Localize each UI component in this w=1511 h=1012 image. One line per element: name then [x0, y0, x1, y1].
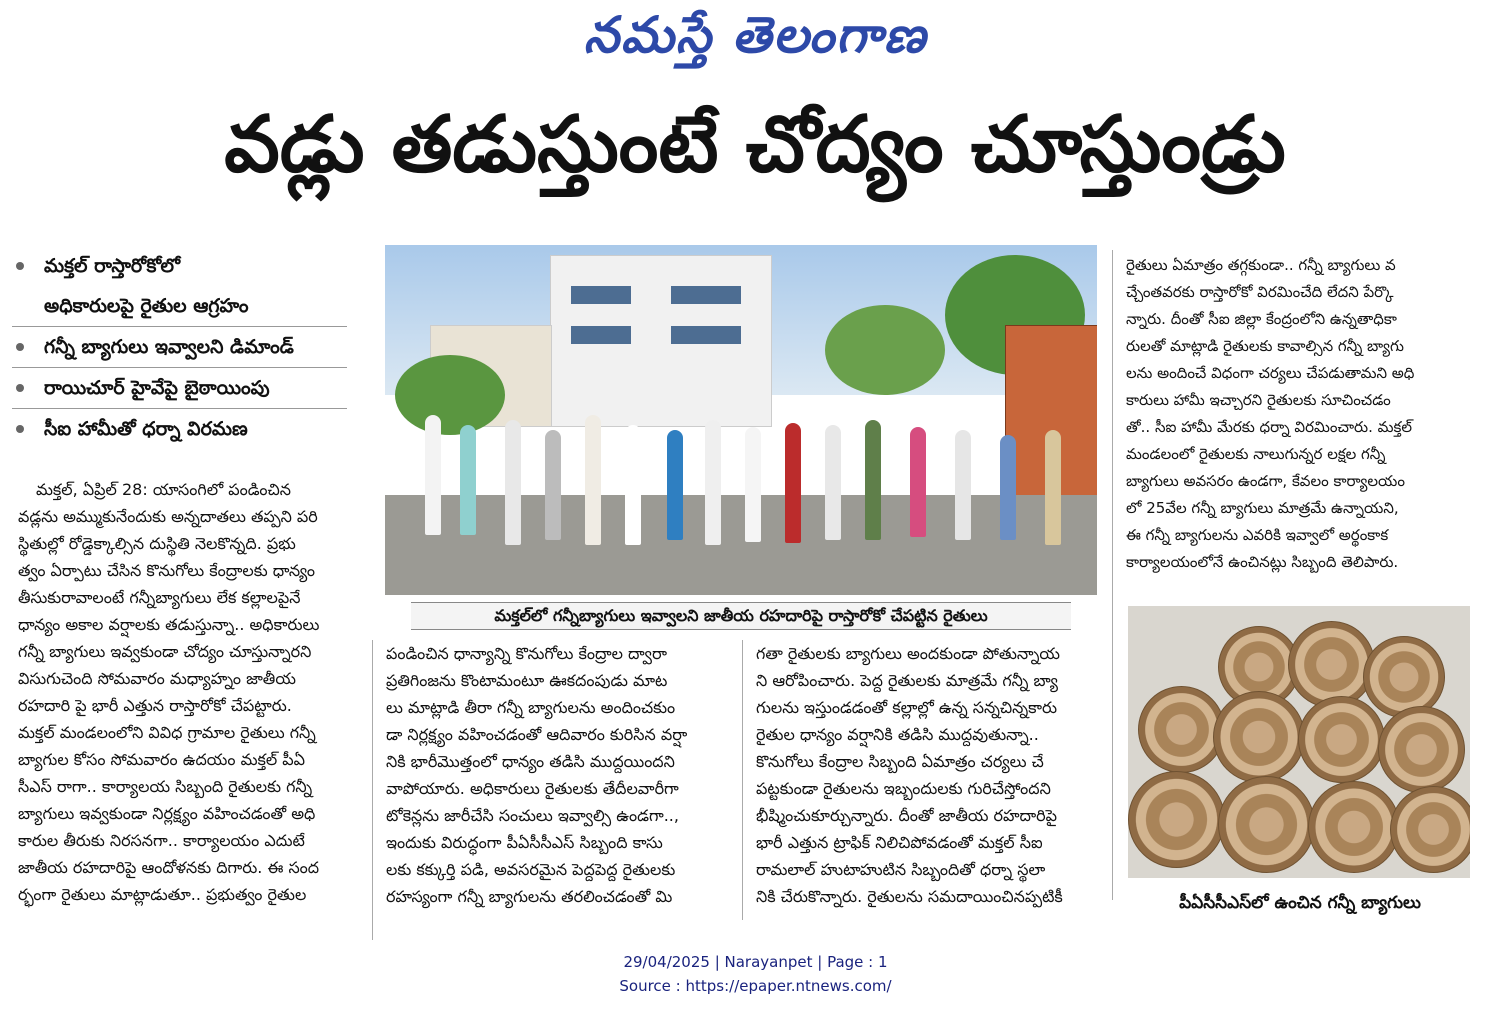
photo-window: [571, 286, 631, 304]
photo-gunny-bag: [1363, 636, 1445, 718]
article-column-2: [386, 640, 731, 910]
article-line: ఈ గన్నీ బ్యాగులను ఎవరికి ఇవ్వాలో అర్థంకాక: [1126, 526, 1389, 544]
article-line: ని ఆరోపించారు. పెద్ద రైతులకు మాత్రమే గన్నీ బ్యా: [756, 671, 1058, 690]
photo-road: [385, 495, 1097, 595]
article-line: గులను ఇస్తుండడంతో కల్లాల్లో ఉన్న సన్నచిన్నకారు: [756, 698, 1058, 717]
photo-person: [460, 425, 476, 535]
article-line: బ్యాగులు అవసరం ఉండగా, కేవలం కార్యాలయం: [1126, 472, 1405, 490]
article-column-1: [18, 476, 356, 908]
highlight-item: అధికారులపై రైతుల ఆగ్రహం: [12, 286, 347, 327]
photo-window: [571, 326, 631, 344]
article-line: లను అందించే విధంగా చర్యలు చేపడుతామని అధి: [1126, 364, 1415, 382]
article-column-4: [1126, 252, 1471, 576]
photo-person: [545, 430, 561, 540]
article-line: తో.. సీఐ హామీ మేరకు ధర్నా విరమించారు. మక్తల్: [1126, 418, 1412, 436]
bags-photo-caption: పీఏసీసీఎస్‌లో ఉంచిన గన్నీ బ్యాగులు: [1179, 893, 1421, 913]
article-line: భీష్మించుకూర్చున్నారు. దీంతో జాతీయ రహదారిపై: [756, 806, 1058, 825]
article-line: వాపోయారు. అధికారులు రైతులకు తేదీలవారీగా: [386, 779, 679, 798]
article-line: వడ్లను అమ్ముకునేందుకు అన్నదాతలు తప్పని పరి: [18, 507, 318, 526]
article-line: మక్తల్, ఏప్రిల్ 28: యాసంగిలో పండించిన: [36, 480, 291, 499]
article-line: చ్చేంతవరకు రాస్తారోకో విరమించేది లేదని పేర్కొ: [1126, 283, 1394, 301]
masthead-logo: నమస్తే తెలంగాణ: [583, 6, 928, 64]
article-line: బ్యాగులు ఇవ్వకుండా నిర్లక్ష్యం వహించడంతో అధి: [18, 804, 316, 823]
article-line: నికి చేరుకొన్నారు. రైతులను సమదాయించినప్పటికీ: [756, 887, 1063, 906]
article-line: ధాన్యం అకాల వర్షాలకు తడుస్తున్నా.. అధికారులు: [18, 615, 320, 634]
article-line: లకు కక్కుర్తి పడి, అవసరమైన పెద్దపెద్ద రైతులకు: [386, 860, 676, 879]
photo-person: [865, 420, 881, 540]
column-divider: [742, 640, 743, 920]
highlight-item: మక్తల్ రాస్తారోకోలో: [12, 246, 347, 286]
protest-photo: [385, 245, 1097, 595]
photo-person: [910, 427, 926, 537]
photo-person: [745, 427, 761, 542]
highlight-item: సీఐ హామీతో ధర్నా విరమణ: [12, 409, 347, 449]
article-line: రైతులు ఏమాత్రం తగ్గకుండా.. గన్నీ బ్యాగులు వ: [1126, 256, 1396, 274]
photo-window: [671, 326, 741, 344]
article-line: విసుగుచెంది సోమవారం మధ్యాహ్నం జాతీయ: [18, 669, 296, 688]
article-line: కారులు హామీ ఇచ్చారని రైతులకు సూచించడం: [1126, 391, 1391, 409]
bullet-icon: [16, 384, 24, 392]
photo-tree: [825, 305, 945, 395]
photo-gunny-bag: [1218, 776, 1315, 873]
photo-gunny-bag: [1128, 771, 1225, 868]
photo-window: [671, 286, 741, 304]
article-line: స్థితుల్లో రోడ్డెక్కాల్సిన దుస్థితి నెలకొన్నది. ప్రభు: [18, 534, 296, 553]
article-line: ర్భంగా రైతులు మాట్లాడుతూ.. ప్రభుత్వం రైతుల: [18, 885, 307, 904]
article-line: పండించిన ధాన్యాన్ని కొనుగోలు కేంద్రాల ద్వారా: [386, 644, 668, 663]
article-line: బ్యాగుల కోసం సోమవారం ఉదయం మక్తల్ పీఏ: [18, 750, 306, 769]
article-line: జాతీయ రహదారిపై ఆందోళనకు దిగారు. ఈ సంద: [18, 858, 320, 877]
photo-person: [1000, 435, 1016, 540]
article-line: త్వం ఏర్పాటు చేసిన కొనుగోలు కేంద్రాలకు ధాన్యం: [18, 561, 315, 580]
photo-gunny-bag: [1390, 786, 1470, 873]
article-line: మక్తల్ మండలంలోని వివిధ గ్రామాల రైతులు గన్నీ: [18, 723, 316, 742]
page-footer: [0, 950, 1511, 998]
photo-gunny-bag: [1213, 691, 1305, 783]
photo-person: [1045, 430, 1061, 545]
photo-gunny-bag: [1378, 706, 1465, 793]
photo-person: [667, 430, 683, 540]
article-line: రులతో మాట్లాడి రైతులకు కావాల్సిన గన్నీ బ్యాగు: [1126, 337, 1404, 355]
article-line: భారీ ఎత్తున ట్రాఫిక్ నిలిచిపోవడంతో మక్తల్ సీఐ: [756, 833, 1043, 852]
photo-gunny-bag: [1138, 686, 1225, 773]
photo-caption: మక్తల్‌లో గన్నీబ్యాగులు ఇవ్వాలని జాతీయ రహదారిపై రాస్తారోకో చేపట్టిన రైతులు: [411, 602, 1071, 630]
article-line: ఇందుకు విరుద్ధంగా పీఏసీసీఎస్ సిబ్బంది కాసు: [386, 833, 663, 852]
article-line: మండలంలో రైతులకు నాలుగున్నర లక్షల గన్నీ: [1126, 445, 1386, 463]
highlight-item: గన్నీ బ్యాగులు ఇవ్వాలని డిమాండ్: [12, 327, 347, 368]
article-line: గన్నీ బ్యాగులు ఇవ్వకుండా చోద్యం చూస్తున్నారని: [18, 642, 312, 661]
highlight-item: రాయిచూర్ హైవేపై బైఠాయింపు: [12, 368, 347, 409]
bullet-icon: [16, 343, 24, 351]
article-line: తీసుకురావాలంటే గన్నీబ్యాగులు లేక కల్లాలపైనే: [18, 588, 301, 607]
photo-person: [785, 423, 801, 543]
photo-tree: [395, 355, 505, 435]
footer-source-line: Source : https://epaper.ntnews.com/: [619, 977, 892, 995]
article-line: లో 25వేల గన్నీ బ్యాగులు మాత్రమే ఉన్నాయని,: [1126, 499, 1399, 517]
bullet-icon: [16, 262, 24, 270]
article-line: సీఎస్ రాగా.. కార్యాలయ సిబ్బంది రైతులకు గన్నీ: [18, 777, 313, 796]
article-line: రహస్యంగా గన్నీ బ్యాగులను తరలించడంతో మి: [386, 887, 673, 906]
column-divider: [372, 640, 373, 940]
article-line: రైతుల ధాన్యం వర్షానికి తడిసి ముద్దవుతున్నా..: [756, 725, 1039, 744]
photo-person: [955, 430, 971, 540]
article-line: కొనుగోలు కేంద్రాల సిబ్బంది ఏమాత్రం చర్యలు చే: [756, 752, 1044, 771]
footer-date-line: 29/04/2025 | Narayanpet | Page : 1: [623, 953, 888, 971]
highlights-list: [12, 246, 347, 449]
article-line: టోకెన్లను జారీచేసి సంచులు ఇవ్వాల్సి ఉండగా..,: [386, 806, 679, 825]
column-divider: [1112, 250, 1113, 900]
photo-gunny-bag: [1288, 621, 1375, 708]
photo-person: [625, 425, 641, 545]
article-line: గతా రైతులకు బ్యాగులు అందకుండా పోతున్నాయ: [756, 644, 1060, 663]
photo-person: [505, 420, 521, 545]
article-line: న్నారు. దీంతో సీఐ జిల్లా కేంద్రంలోని ఉన్నతాధికా: [1126, 310, 1397, 328]
article-line: కారుల తీరుకు నిరసనగా.. కార్యాలయం ఎదుటే: [18, 831, 305, 850]
photo-person: [425, 415, 441, 535]
gunny-bags-photo: [1128, 606, 1470, 878]
photo-person: [585, 415, 601, 545]
article-line: ప్రతిగింజను కొంటామంటూ ఊకదంపుడు మాట: [386, 671, 668, 690]
photo-person: [705, 420, 721, 545]
article-line: డా నిర్లక్ష్యం వహించడంతో ఆదివారం కురిసిన వర్షా: [386, 725, 688, 744]
article-line: కార్యాలయంలోనే ఉంచినట్లు సిబ్బంది తెలిపారు.: [1126, 553, 1399, 571]
photo-gunny-bag: [1308, 781, 1400, 873]
article-line: రామలాల్ హుటాహుటిన సిబ్బందితో ధర్నా స్థలా: [756, 860, 1046, 879]
photo-person: [825, 425, 841, 540]
article-column-3: [756, 640, 1101, 910]
bullet-icon: [16, 425, 24, 433]
headline: వడ్లు తడుస్తుంటే చోద్యం చూస్తుండ్రు: [224, 100, 1286, 190]
article-line: లు మాట్లాడి తీరా గన్నీ బ్యాగులను అందించకుం: [386, 698, 676, 717]
photo-building: [550, 255, 772, 427]
article-line: పట్టకుండా రైతులను ఇబ్బందులకు గురిచేస్తోందని: [756, 779, 1051, 798]
article-line: నికి భారీమొత్తంలో ధాన్యం తడిసి ముద్దయిందని: [386, 752, 675, 771]
article-line: రహదారి పై భారీ ఎత్తున రాస్తారోకో చేపట్టారు.: [18, 696, 292, 715]
photo-gunny-bag: [1298, 696, 1385, 783]
